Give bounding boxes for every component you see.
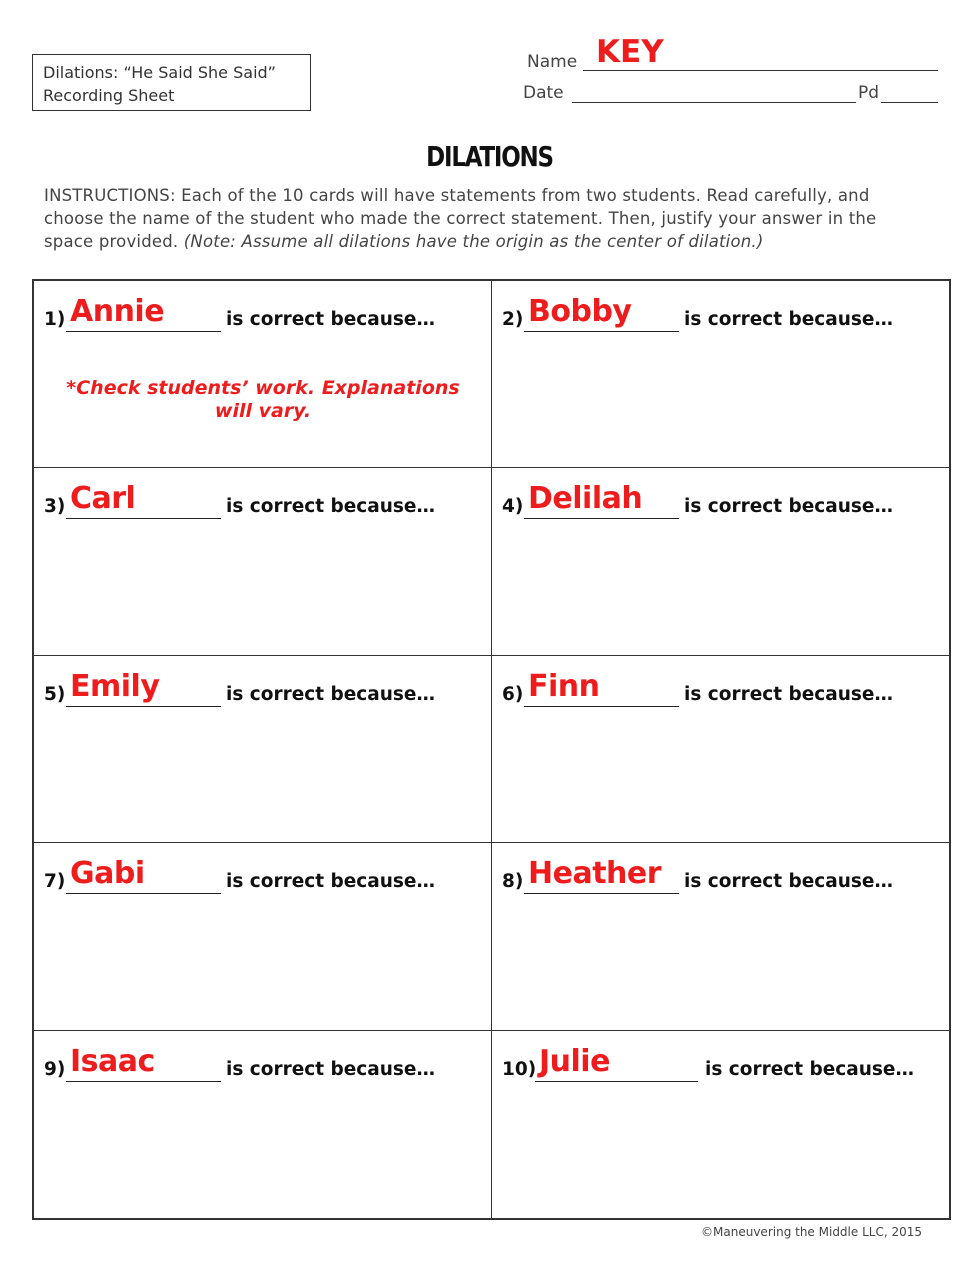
justification-area[interactable] — [44, 538, 481, 644]
answer-card-6 — [492, 656, 949, 843]
answer-card-8 — [492, 843, 949, 1030]
justification-area[interactable] — [502, 351, 939, 457]
student-answer: Emily — [70, 668, 160, 704]
answer-card-5 — [34, 656, 492, 843]
answer-blank[interactable] — [66, 1043, 221, 1082]
check-work-note: *Check students’ work. Explanations will vary. — [66, 377, 460, 422]
card-number: 7) — [44, 871, 66, 893]
correct-because-label: is correct because… — [226, 309, 435, 330]
card-number: 10) — [502, 1058, 537, 1080]
card-number: 8) — [502, 871, 524, 893]
correct-because-label: is correct because… — [684, 496, 893, 518]
instructions-note: (Note: Assume all dilations have the origin as the center of dilation.) — [183, 232, 764, 251]
answer-blank[interactable] — [66, 294, 221, 332]
correct-because-label: is correct because… — [684, 871, 893, 893]
instructions-text: INSTRUCTIONS: Each of the 10 cards will have statements from two students. Read carefully, and choose the name of the student who made the correct statement. Then, justify your answer in the space provided. — [44, 186, 877, 251]
justification-area[interactable] — [502, 1101, 939, 1208]
answer-blank[interactable] — [524, 481, 679, 519]
date-field[interactable] — [572, 80, 856, 103]
card-number: 4) — [502, 496, 524, 518]
name-value: KEY — [596, 34, 664, 70]
card-number: 9) — [44, 1058, 66, 1080]
date-label: Date — [523, 83, 564, 103]
justification-area[interactable] — [502, 913, 939, 1019]
justification-area[interactable] — [44, 351, 481, 457]
justification-area[interactable] — [44, 1101, 481, 1208]
student-answer: Heather — [528, 856, 662, 892]
answer-card-10 — [492, 1031, 949, 1218]
student-answer: Gabi — [70, 856, 145, 892]
answer-grid — [32, 279, 951, 1220]
student-answer: Annie — [70, 294, 165, 329]
answer-blank[interactable] — [524, 856, 679, 894]
student-answer: Finn — [528, 668, 600, 704]
card-number: 5) — [44, 683, 66, 705]
correct-because-label: is correct because… — [684, 683, 893, 705]
answer-blank[interactable] — [524, 294, 679, 332]
student-answer: Julie — [539, 1043, 610, 1079]
answer-card-1 — [34, 281, 492, 468]
student-answer: Isaac — [70, 1043, 155, 1079]
student-answer: Carl — [70, 481, 136, 517]
instructions — [44, 184, 924, 253]
period-label: Pd — [858, 83, 880, 103]
page-title: DILATIONS — [426, 140, 553, 173]
card-number: 2) — [502, 309, 524, 330]
justification-area[interactable] — [44, 726, 481, 832]
worksheet-title-line2: Recording Sheet — [43, 86, 175, 105]
student-answer: Bobby — [528, 294, 632, 329]
name-label: Name — [527, 52, 578, 72]
justification-area[interactable] — [44, 913, 481, 1019]
correct-because-label: is correct because… — [705, 1058, 914, 1080]
correct-because-label: is correct because… — [226, 496, 435, 518]
answer-card-9 — [34, 1031, 492, 1218]
answer-blank[interactable] — [535, 1043, 698, 1082]
correct-because-label: is correct because… — [226, 1058, 435, 1080]
card-number: 1) — [44, 309, 66, 330]
answer-blank[interactable] — [524, 668, 679, 707]
answer-blank[interactable] — [66, 481, 221, 519]
answer-blank[interactable] — [66, 856, 221, 894]
answer-card-3 — [34, 468, 492, 655]
period-field[interactable] — [881, 80, 938, 103]
answer-card-2 — [492, 281, 949, 468]
card-number: 3) — [44, 496, 66, 518]
card-number: 6) — [502, 683, 524, 705]
copyright-footer: ©Maneuvering the Middle LLC, 2015 — [701, 1225, 922, 1239]
correct-because-label: is correct because… — [226, 871, 435, 893]
correct-because-label: is correct because… — [684, 309, 893, 330]
justification-area[interactable] — [502, 538, 939, 644]
worksheet-title-box — [32, 54, 311, 111]
student-answer: Delilah — [528, 481, 643, 517]
justification-area[interactable] — [502, 726, 939, 832]
answer-card-7 — [34, 843, 492, 1030]
correct-because-label: is correct because… — [226, 683, 435, 705]
answer-blank[interactable] — [66, 668, 221, 707]
worksheet-title-line1: Dilations: “He Said She Said” — [43, 63, 276, 82]
answer-card-4 — [492, 468, 949, 655]
